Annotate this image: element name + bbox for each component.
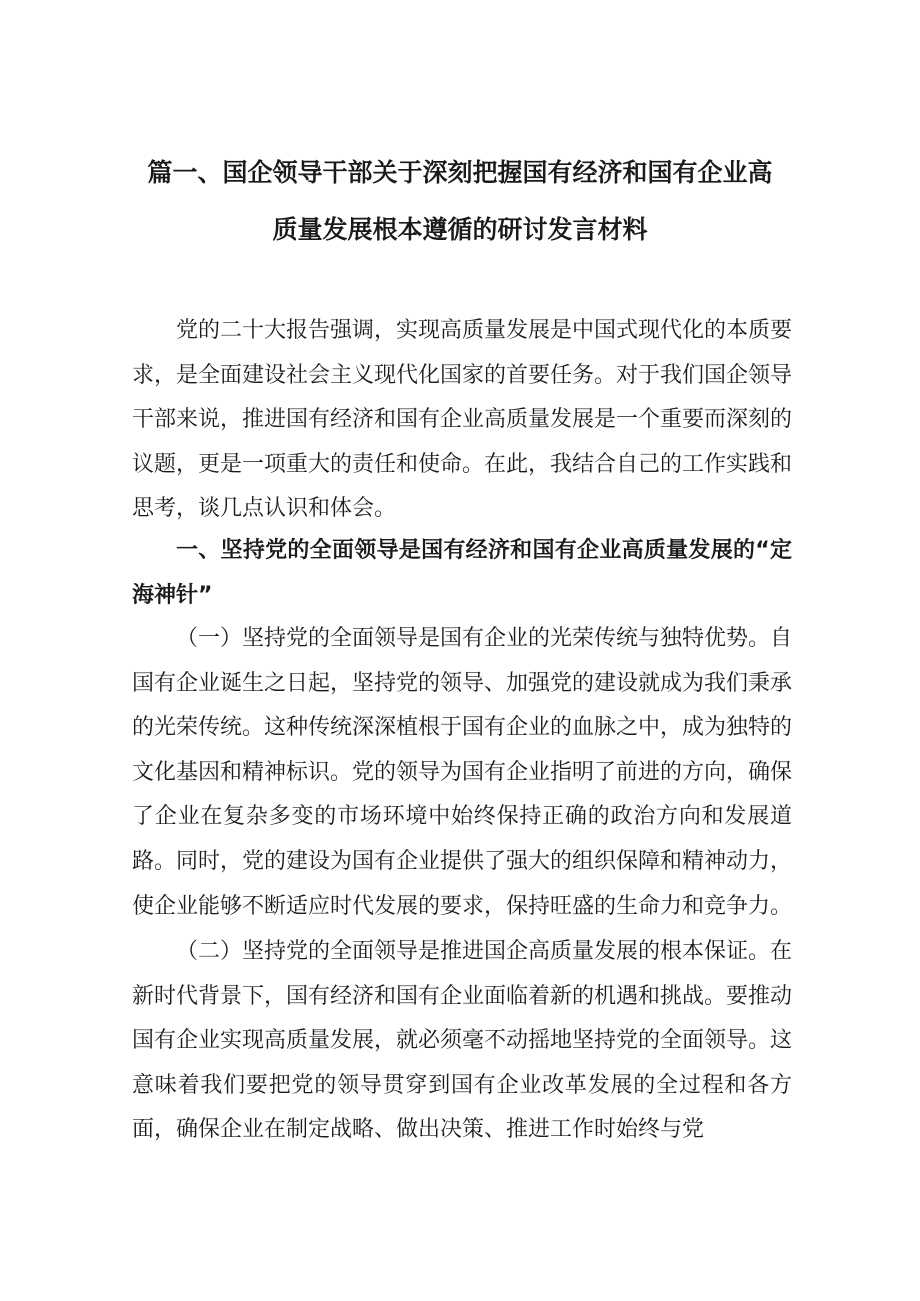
intro-paragraph: 党的二十大报告强调，实现高质量发展是中国式现代化的本质要求，是全面建设社会主义现代化国家的首要任务。对于我们国企领导干部来说，推进国有经济和国有企业高质量发展是一个重要而深刻的议题，更是一项重大的责任和使命。在此，我结合自己的工作实践和思考，谈几点认识和体会。 [132,318,793,522]
section-heading-1: 一、坚持党的全面领导是国有经济和国有企业高质量发展的“定海神针” [132,538,792,608]
paragraph-1: （一）坚持党的全面领导是国有企业的光荣传统与独特优势。自国有企业诞生之日起，坚持党的领导、加强党的建设就成为我们秉承的光荣传统。这种传统深深植根于国有企业的血脉之中，成为独特的文化基因和精神标识。党的领导为国有企业指明了前进的方向，确保了企业在复杂多变的市场环境中始终保持正确的政治方向和发展道路。同时，党的建设为国有企业提供了强大的组织保障和精神动力，使企业能够不断适应时代发展的要求，保持旺盛的生命力和竞争力。 [132,626,793,919]
paragraph-2: （二）坚持党的全面领导是推进国企高质量发展的根本保证。在新时代背景下，国有经济和国有企业面临着新的机遇和挑战。要推动国有企业实现高质量发展，就必须毫不动摇地坚持党的全面领导。这意味着我们要把党的领导贯穿到国有企业改革发展的全过程和各方面，确保企业在制定战略、做出决策、推进工作时始终与党 [132,939,793,1143]
document-title-line-1: 篇一、国企领导干部关于深刻把握国有经济和国有企业高 [147,158,773,187]
document-title-line-2: 质量发展根本遵循的研讨发言材料 [272,215,648,244]
